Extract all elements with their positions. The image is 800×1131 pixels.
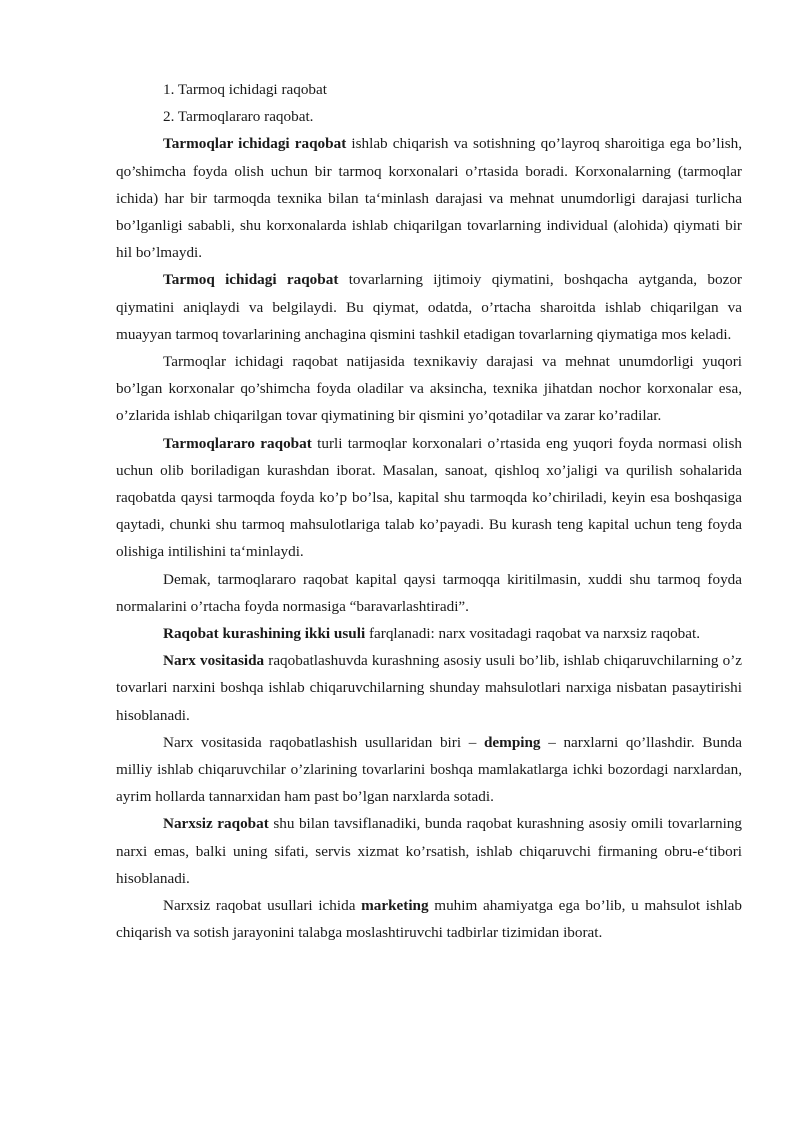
bold-term: Tarmoqlararo raqobat [163, 434, 312, 452]
paragraph [116, 130, 742, 266]
bold-term: marketing [361, 897, 429, 915]
bold-term: demping [483, 733, 541, 751]
paragraph [116, 892, 742, 946]
paragraph [116, 566, 742, 620]
paragraph-text: – narxlarni qo’llashdir. Bunda milliy ishlab chiqaruvchilar o’zlarining tovarlarini boshqa mamlakatlarga ichki bozordagi narxlardan, ayrim hollarda tannarxidan ham past bo’lgan narxlarda sotadi. [116, 733, 743, 806]
paragraph-text: Demak, tarmoqlararo raqobat kapital qaysi tarmoqqa kiritilmasin, xuddi shu tarmoq foyda normalarini o’rtacha foyda normasiga “baravarlashtiradi”. [116, 570, 742, 615]
paragraph-text: Narxsiz raqobat usullari ichida [163, 897, 362, 915]
paragraph [116, 348, 742, 430]
paragraph [116, 266, 742, 348]
paragraph-text: turli tarmoqlar korxonalari o’rtasida eng yuqori foyda normasi olish uchun olib boriladigan kurashdan iborat. Masalan, sanoat, qishloq xo’jaligi va qurilish sohalarida raqobatda qaysi tarmoqda foyda ko’p bo’lsa, kapital shu tarmoqda ko’chiriladi, keyin esa boshqasiga qaytadi, chunki shu tarmoq mahsulotlariga talab ko’payadi. Bu kurash teng kapital uchun teng foyda olishiga intilishini ta‘minlaydi. [116, 434, 742, 561]
bold-term: Raqobat kurashining ikki usuli [163, 625, 366, 643]
paragraph-text: Narx vositasida raqobatlashish usullaridan biri – [163, 733, 484, 751]
paragraph-text: raqobatlashuvda kurashning asosiy usuli bo’lib, ishlab chiqaruvchilarning o’z tovarlari narxini boshqa ishlab chiqaruvchilarning shunday mahsulotlari narxiga nisbatan pasaytirishi hisoblanadi. [116, 652, 742, 724]
paragraph-text: Tarmoqlar ichidagi raqobat natijasida texnikaviy darajasi va mehnat unumdorligi yuqori bo’lgan korxonalar qo’shimcha foyda oladilar va aksincha, texnika jihatdan nochor korxonalar esa, o’zlarida ishlab chiqarilgan tovar qiymatining bir qismini yo’qotadilar va zarar ko’radilar. [116, 353, 742, 425]
paragraph-text: muhim ahamiyatga ega bo’lib, u mahsulot ishlab chiqarish va sotish jarayonini talabga moslashtiruvchi tadbirlar tizimidan iborat. [116, 897, 743, 942]
bold-term: Tarmoqlar ichidagi raqobat [163, 135, 347, 153]
paragraph [116, 729, 742, 811]
paragraph [116, 620, 742, 647]
list-item: 1. Tarmoq ichidagi raqobat [163, 81, 327, 98]
paragraph-text: farqlanadi: narx vositadagi raqobat va narxsiz raqobat. [365, 625, 701, 643]
paragraph-text: shu bilan tavsiflanadiki, bunda raqobat kurashning asosiy omili tovarlarning narxi emas, balki uning sifati, servis xizmat ko’rsatish, ishlab chiqaruvchi firmaning obru-e‘tibori hisoblanadi. [116, 815, 742, 887]
document-page [116, 76, 742, 947]
bold-term: Narx vositasida [163, 652, 265, 670]
list-item: 2. Tarmoqlararo raqobat. [163, 108, 314, 126]
paragraph [116, 647, 742, 729]
bold-term: Tarmoq ichidagi raqobat [163, 271, 339, 289]
paragraph [116, 810, 742, 892]
bold-term: Narxsiz raqobat [163, 815, 269, 833]
paragraph [116, 430, 742, 566]
paragraph-text: tovarlarning ijtimoiy qiymatini, boshqacha aytganda, bozor qiymatini aniqlaydi va belgilaydi. Bu qiymat, odatda, o’rtacha sharoitda ishlab chiqarilgan va muayyan tarmoq tovarlarining anchagina qismini tashkil etadigan tovarlarning qiymatiga mos keladi. [116, 271, 742, 343]
paragraph-text: ishlab chiqarish va sotishning qo’layroq sharoitiga ega bo’lish, qo’shimcha foyda olish uchun bir tarmoq korxonalari o’rtasida boradi. Korxonalarning (tarmoqlar ichida) har bir tarmoqda texnika bilan ta‘minlash darajasi va mehnat unumdorligi darajasi turlicha bo’lganligi sababli, shu korxonalarda ishlab chiqarilgan tovarlarning individual (alohida) qiymati bir hil bo’lmaydi. [116, 135, 742, 262]
